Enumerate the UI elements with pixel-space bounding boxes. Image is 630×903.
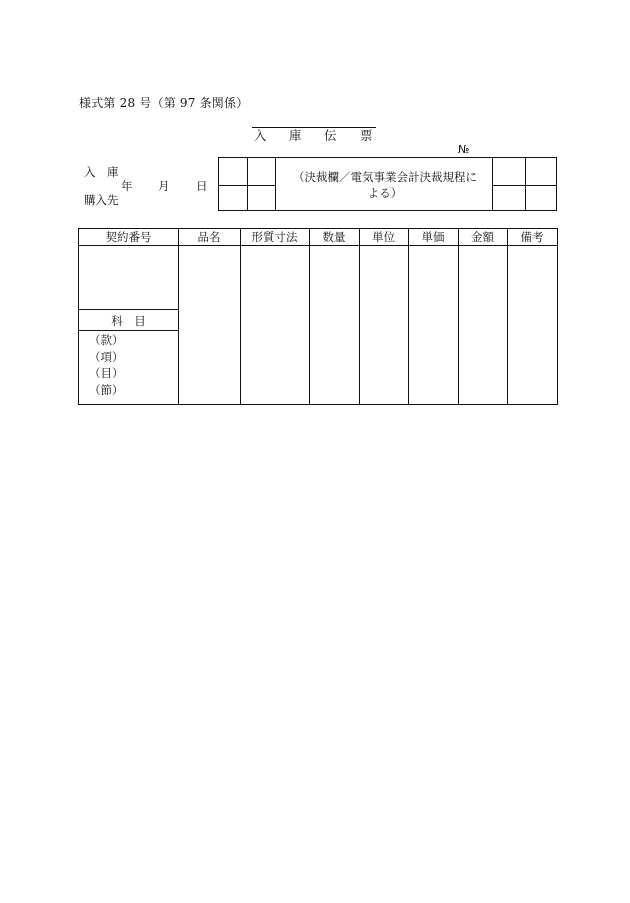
number-mark: № [458,143,470,156]
column-divider [240,229,241,404]
approval-divider [247,158,248,210]
approval-note-line: よる） [367,186,403,200]
column-divider [178,229,179,404]
column-header: 単位 [372,230,395,244]
column-divider [309,229,310,404]
approval-note [277,169,493,201]
year-label: 年 [121,179,133,193]
approval-divider [525,158,526,210]
column-divider [458,229,459,404]
approval-row-divider [492,185,556,186]
column-header: 金額 [471,230,494,244]
column-header: 品名 [197,230,221,244]
subject-label: 科 目 [111,314,146,328]
form-title [252,126,376,143]
column-header: 数量 [322,230,346,244]
subject-divider [79,309,178,310]
subject-item: （項） [89,349,124,364]
goods-table [78,228,558,405]
subject-items [89,332,124,398]
title-char: 票 [360,128,373,143]
subject-item: （節） [89,382,124,397]
form-reference: 様式第 28 号（第 97 条関係） [79,96,249,110]
column-header: 契約番号 [105,230,152,244]
title-char: 入 [254,128,267,143]
subject-item: （款） [89,333,124,347]
column-divider [408,229,409,404]
approval-box [218,157,557,211]
subject-item: （目） [89,366,124,380]
title-char: 庫 [289,128,302,143]
column-header: 形質寸法 [251,230,298,244]
column-divider [359,229,360,404]
entry-label: 入 庫 [84,165,119,179]
approval-divider [275,158,276,210]
approval-row-divider [219,185,275,186]
approval-note-line: （決裁欄／電気事業会計決裁規程に [293,170,477,184]
subject-divider [79,330,178,331]
column-header: 単価 [421,230,445,244]
month-label: 月 [158,179,170,193]
column-header: 備考 [520,230,544,244]
column-divider [507,229,508,404]
header-row-divider [79,245,557,246]
title-char: 伝 [324,128,337,143]
purchase-label: 購入先 [84,193,119,207]
day-label: 日 [196,179,208,193]
